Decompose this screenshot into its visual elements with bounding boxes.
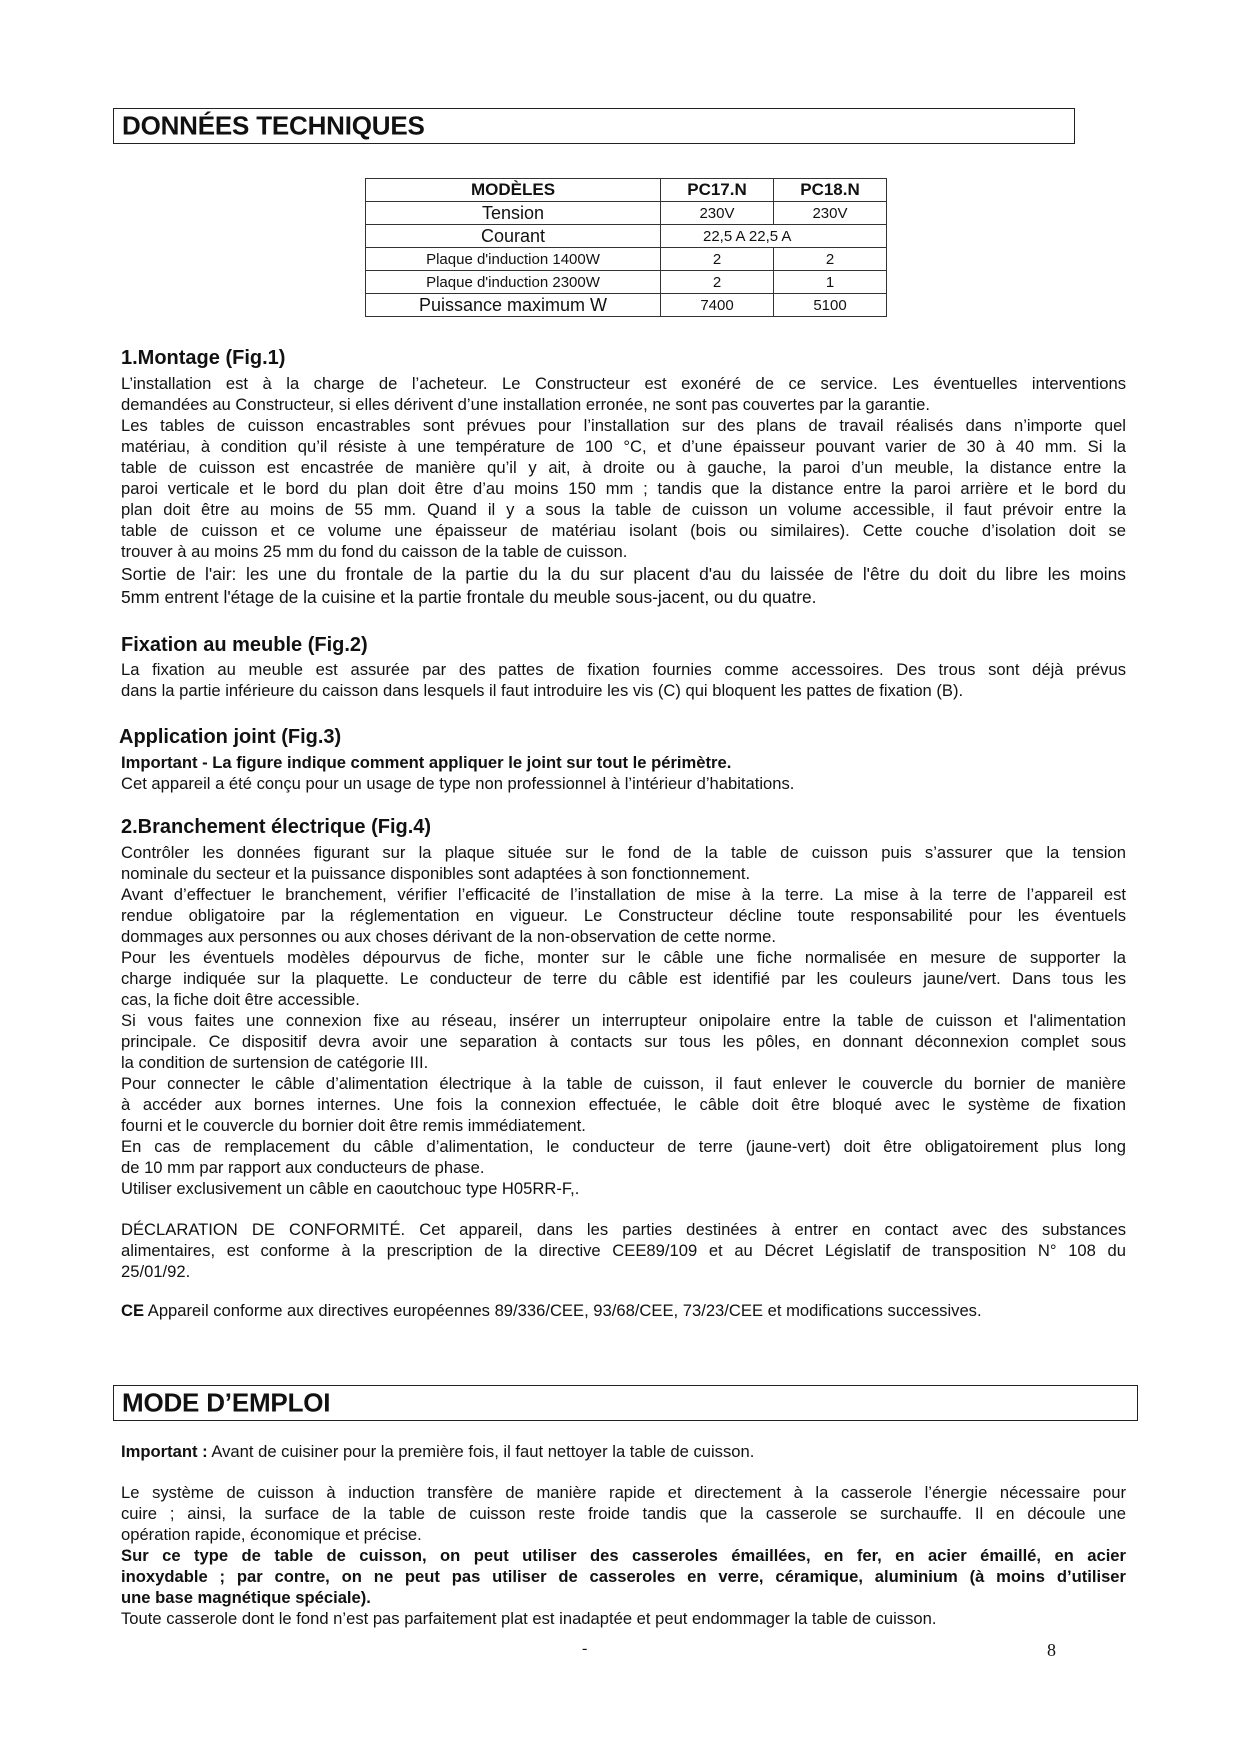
page-number: 8 [1047,1640,1056,1660]
text-line: L’installation est à la charge de l’acheteur. Le Constructeur est exonéré de ce service. Les éventuelles interventions [121,374,1126,393]
text-line: paroi verticale et le bord du plan doit être d’au moins 150 mm ; tandis que la distance entre la paroi arrière et le bord du [121,479,1126,498]
specs-table [365,178,887,317]
paragraph-branchement [121,842,1126,1199]
text-line [121,1441,1126,1462]
table-header-cell: PC18.N [774,179,887,202]
text-line: Pour connecter le câble d’alimentation électrique à la table de cuisson, il faut enlever le couvercle du bornier de manière [121,1074,1126,1093]
text-line: Si vous faites une connexion fixe au réseau, insérer un interrupteur onipolaire entre la table de cuisson et l'alimentation [121,1011,1126,1030]
text-line: principale. Ce dispositif devra avoir une separation à contacts sur tous les pôles, en donnant déconnexion complet sous [121,1032,1126,1051]
table-cell: 22,5 A 22,5 A [661,225,887,248]
text-line: la condition de surtension de catégorie III. [121,1053,429,1072]
table-cell: 2 [774,248,887,271]
table-header-cell: MODÈLES [366,179,661,202]
text-line: En cas de remplacement du câble d’alimentation, le conducteur de terre (jaune-vert) doit être obligatoirement plus long [121,1137,1126,1156]
table-row [366,248,887,271]
table-row [366,225,887,248]
text-line: 5mm entrent l'étage de la cuisine et la partie frontale du meuble sous-jacent, ou du quatre. [121,587,817,607]
text-line: nominale du secteur et la puissance disponibles sont adaptées à son fonctionnement. [121,864,751,883]
text-line: Avant d’effectuer le branchement, vérifier l’efficacité de l’installation de mise à la terre. La mise à la terre de l’appareil est [121,885,1126,904]
table-cell: Plaque d'induction 2300W [366,271,661,294]
ce-mark: CE [121,1301,145,1320]
table-cell: 230V [661,202,774,225]
paragraph-ce [121,1300,1126,1321]
text-line: cuire ; ainsi, la surface de la table de cuisson reste froide tandis que la casserole se surchauffe. Il en découle une [121,1504,1126,1523]
text-line: table de cuisson est encastrée de manière qu’il y ait, à droite ou à gauche, la paroi d’un meuble, la distance entre la [121,458,1126,477]
text-line: Cet appareil a été conçu pour un usage de type non professionnel à l’intérieur d’habitations. [121,774,795,793]
text-line: charge indiquée sur la plaquette. Le conducteur de terre du câble est identifié par les couleurs jaune/vert. Dans tous les [121,969,1126,988]
important-text: Avant de cuisiner pour la première fois, il faut nettoyer la table de cuisson. [207,1442,755,1461]
text-line: Le système de cuisson à induction transfère de manière rapide et directement à la casserole l’énergie nécessaire pour [121,1483,1126,1502]
footer-dash: - [582,1640,588,1657]
section-title-box-mode [113,1385,1138,1421]
table-cell: 5100 [774,294,887,317]
table-cell: Courant [366,225,661,248]
heading-fixation: Fixation au meuble (Fig.2) [121,634,368,656]
text-line: Sortie de l'air: les une du frontale de la partie du la du sur placent d'au du laissée de l'être du doit du libre les moins [121,564,1126,584]
table-cell: 7400 [661,294,774,317]
heading-joint: Application joint (Fig.3) [119,726,342,748]
text-line: dans la partie inférieure du caisson dans lesquels il faut introduire les vis (C) qui bloquent les pattes de fixation (B). [121,681,964,700]
table-cell: 2 [661,271,774,294]
text-line: à accéder aux bornes internes. Une fois la connexion effectuée, le câble doit être bloqué avec le système de fixation [121,1095,1126,1114]
text-line: alimentaires, est conforme à la prescription de la directive CEE89/109 et au Décret Législatif de transposition N° 108 du [121,1241,1126,1260]
section-title-mode: MODE D’EMPLOI [122,1387,331,1418]
section-title-box-donnees [113,108,1075,144]
text-line: demandées au Constructeur, si elles dérivent d’une installation erronée, ne sont pas couvertes par la garantie. [121,395,930,414]
paragraph-fixation [121,659,1126,701]
text-line: trouver à au moins 25 mm du fond du caisson de la table de cuisson. [121,542,628,561]
text-line: Sur ce type de table de cuisson, on peut utiliser des casseroles émaillées, en fer, en acier émaillé, en acier [121,1546,1126,1565]
text-line: matériau, à condition qu’il résiste à une température de 100 °C, et d’une épaisseur pouvant varier de 30 à 40 mm. Si la [121,437,1126,456]
text-line: Contrôler les données figurant sur la plaque située sur le fond de la table de cuisson puis s’assurer que la tension [121,843,1126,862]
table-header-row [366,179,887,202]
paragraph-joint [121,752,1126,794]
text-line: dommages aux personnes ou aux choses dérivant de la non-observation de cette norme. [121,927,776,946]
table-cell: Puissance maximum W [366,294,661,317]
table-cell: 230V [774,202,887,225]
text-line: une base magnétique spéciale). [121,1588,371,1607]
heading-montage: 1.Montage (Fig.1) [121,347,286,369]
text-line: Utiliser exclusivement un câble en caoutchouc type H05RR-F,. [121,1179,580,1198]
table-cell: 1 [774,271,887,294]
text-line: inoxydable ; par contre, on ne peut pas utiliser de casseroles en verre, céramique, aluminium (à moins d’utiliser [121,1567,1126,1586]
table-row [366,294,887,317]
important-label: Important : [121,1442,208,1461]
section-title-donnees: DONNÉES TECHNIQUES [122,110,425,141]
text-line: rendue obligatoire par la réglementation en vigueur. Le Constructeur décline toute responsabilité pour les éventuels [121,906,1126,925]
ce-text: Appareil conforme aux directives européennes 89/336/CEE, 93/68/CEE, 73/23/CEE et modifications successives. [144,1301,982,1320]
text-line: Toute casserole dont le fond n’est pas parfaitement plat est inadaptée et peut endommager la table de cuisson. [121,1609,937,1628]
paragraph-mode-body [121,1482,1126,1629]
table-row [366,271,887,294]
paragraph-mode-important [121,1441,1126,1462]
table-row [366,202,887,225]
text-line: Les tables de cuisson encastrables sont prévues pour l’installation sur des plans de travail réalisés dans n’importe quel [121,416,1126,435]
table-cell: 2 [661,248,774,271]
heading-branchement: 2.Branchement électrique (Fig.4) [121,816,432,838]
text-line: 25/01/92. [121,1262,191,1281]
text-line: table de cuisson et ce volume une épaisseur de matériau isolant (bois ou similaires). Cette couche d’isolation doit se [121,521,1126,540]
table-cell: Plaque d'induction 1400W [366,248,661,271]
text-line: DÉCLARATION DE CONFORMITÉ. Cet appareil, dans les parties destinées à entrer en contact avec des substances [121,1220,1126,1239]
text-line: de 10 mm par rapport aux conducteurs de phase. [121,1158,485,1177]
text-line: fourni et le couvercle du bornier doit être remis immédiatement. [121,1116,586,1135]
text-line: La fixation au meuble est assurée par des pattes de fixation fournies comme accessoires. Des trous sont déjà prévus [121,660,1126,679]
paragraph-montage-3 [121,563,1126,609]
table-header-cell: PC17.N [661,179,774,202]
text-line: Important - La figure indique comment appliquer le joint sur tout le périmètre. [121,753,732,772]
text-line [121,1300,1126,1321]
table-cell: Tension [366,202,661,225]
text-line: opération rapide, économique et précise. [121,1525,422,1544]
text-line: plan doit être au moins de 55 mm. Quand il y a sous la table de cuisson un volume accessible, il faut prévoir entre la [121,500,1126,519]
text-line: Pour les éventuels modèles dépourvus de fiche, monter sur le câble une fiche normalisée en mesure de supporter la [121,948,1126,967]
paragraph-montage-1 [121,373,1126,562]
text-line: cas, la fiche doit être accessible. [121,990,360,1009]
paragraph-declaration [121,1219,1126,1282]
